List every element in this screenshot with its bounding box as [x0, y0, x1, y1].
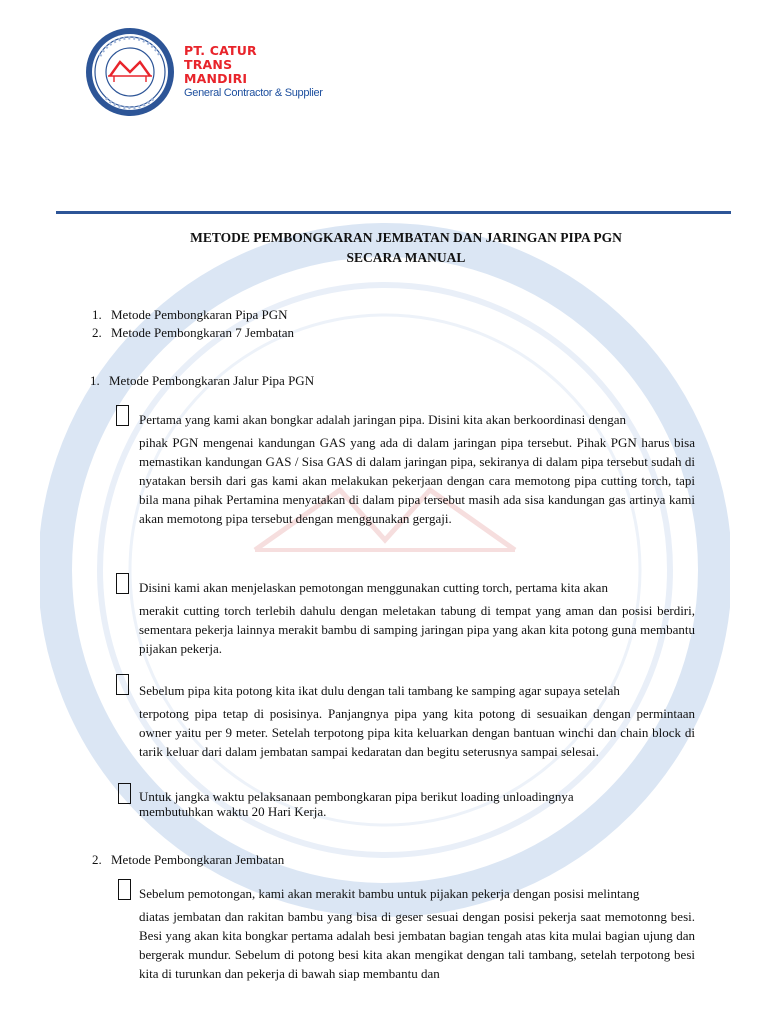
title-line2: SECARA MANUAL — [346, 250, 466, 265]
paragraph-first-line: Sebelum pipa kita potong kita ikat dulu dengan tali tambang ke samping agar supaya setelah — [139, 683, 620, 698]
missing-glyph-box-icon — [116, 573, 129, 594]
missing-glyph-box-icon — [116, 674, 129, 695]
missing-glyph-box-icon — [116, 405, 129, 426]
section-title: Metode Pembongkaran Jalur Pipa PGN — [109, 373, 315, 388]
paragraph-first-line: Disini kami akan menjelaskan pemotongan menggunakan cutting torch, pertama kita akan — [139, 580, 608, 595]
company-name-line1: PT. CATUR — [184, 43, 257, 58]
paragraph-body: pihak PGN mengenai kandungan GAS yang ada di dalam jaringan pipa tersebut. Pihak PGN harus bisa memastikan kandungan GAS / Sisa GAS di dalam jaringan pipa, sekiranya di dalam pipa tersebut sudah di nyatakan bersih dari gas kami akan melakukan pekerjaan dengan cara memotong pipa cutting torch, tapi bila mana pihak Pertamina menyatakan di dalam pipa tersebut masih ada sisa kandungan gas artinya kami akan memotong pipa tersebut dengan menggunakan gergaji. — [139, 435, 695, 526]
toc-number: 2. — [92, 325, 102, 340]
paragraph-body: diatas jembatan dan rakitan bambu yang bisa di geser sesuai dengan posisi pekerja saat memotonng besi. Besi yang akan kita bongkar pertama adalah besi jembatan bagian tengah atas kita mulai bagian ujung dan bergerak mundur. Sebelum di potong besi kita akan mengikat dengan tali tambang, setelah terpotong besi kita di turunkan dan pekerja di bawah siap membantu dan — [139, 909, 695, 981]
section-number: 1. — [90, 373, 100, 388]
missing-glyph-box-icon — [118, 783, 131, 804]
company-name-line2: TRANS — [184, 57, 233, 72]
company-name-line3: MANDIRI — [184, 71, 248, 86]
paragraph-first-line: Pertama yang kami akan bongkar adalah jaringan pipa. Disini kita akan berkoordinasi dengan — [139, 412, 626, 427]
toc-item — [92, 305, 288, 324]
section2-heading — [92, 850, 284, 869]
paragraph — [139, 410, 695, 528]
header-divider — [56, 211, 731, 214]
paragraph — [139, 789, 695, 819]
company-tagline: General Contractor & Supplier — [184, 87, 323, 99]
paragraph-body: membutuhkan waktu 20 Hari Kerja. — [139, 804, 327, 819]
paragraph-first-line: Sebelum pemotongan, kami akan merakit bambu untuk pijakan pekerja dengan posisi melintang — [139, 886, 640, 901]
section1-heading — [90, 371, 314, 390]
title-line1: METODE PEMBONGKARAN JEMBATAN DAN JARINGAN PIPA PGN — [190, 230, 622, 245]
missing-glyph-box-icon — [118, 879, 131, 900]
section-number: 2. — [92, 852, 102, 867]
paragraph — [139, 578, 695, 658]
section-title: Metode Pembongkaran Jembatan — [111, 852, 285, 867]
paragraph-body: merakit cutting torch terlebih dahulu dengan meletakan tabung di tempat yang aman dan posisi berdiri, sementara pekerja lainnya merakit bambu di samping jaringan pipa yang akan kita potong guna membantu pijakan pekerja. — [139, 603, 695, 656]
toc-item — [92, 323, 294, 342]
toc-text: Metode Pembongkaran 7 Jembatan — [111, 325, 295, 340]
paragraph — [139, 681, 695, 761]
company-name — [184, 44, 323, 100]
paragraph — [139, 884, 695, 983]
toc-text: Metode Pembongkaran Pipa PGN — [111, 307, 288, 322]
toc-number: 1. — [92, 307, 102, 322]
paragraph-body: terpotong pipa tetap di posisinya. Panjangnya pipa yang kita potong di sesuaikan dengan permintaan owner yaitu per 9 meter. Setelah terpotong pipa kita keluarkan dengan bantuan winchi dan chain block di tarik keluar dari dalam jembatan sampai kedaratan dan begitu seterusnya sampai selesai. — [139, 706, 695, 759]
paragraph-first-line: Untuk jangka waktu pelaksanaan pembongkaran pipa berikut loading unloadingnya — [139, 789, 574, 804]
document-title — [56, 228, 756, 268]
